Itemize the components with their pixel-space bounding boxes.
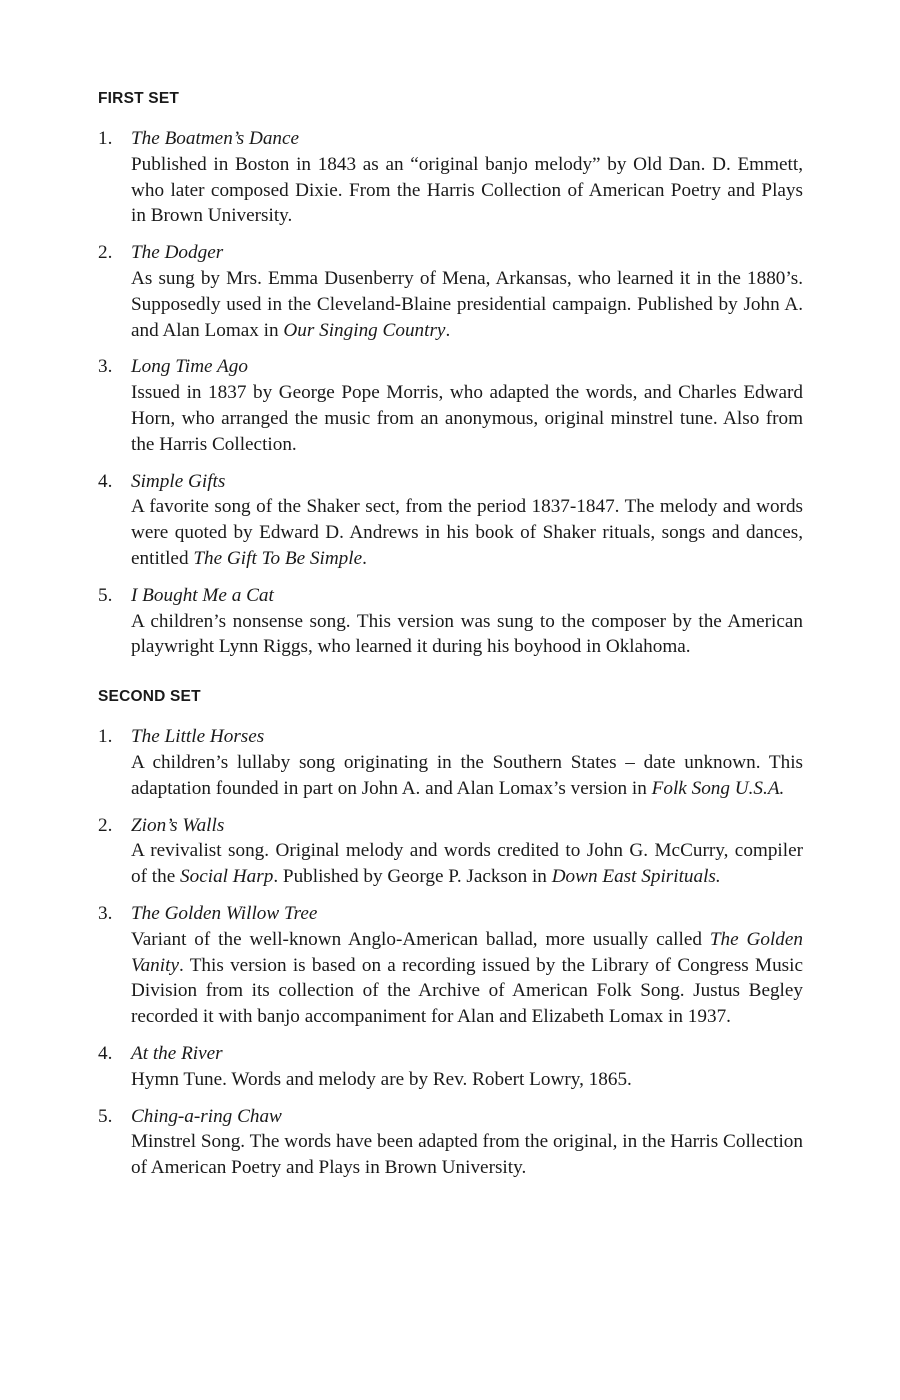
song-description: Minstrel Song. The words have been adapted from the original, in the Harris Collection of American Poetry and Plays in Brown University. bbox=[131, 1131, 803, 1179]
item-number: 5. bbox=[98, 584, 113, 606]
item-number: 1. bbox=[98, 726, 113, 748]
list-item bbox=[98, 583, 803, 660]
song-title: The Dodger bbox=[131, 242, 224, 264]
song-title: The Boatmen’s Dance bbox=[131, 128, 300, 149]
list-item bbox=[98, 1104, 803, 1181]
list-item bbox=[98, 240, 803, 343]
first-set-list bbox=[98, 126, 803, 660]
list-item bbox=[98, 813, 803, 890]
song-description: A children’s nonsense song. This version was sung to the composer by the American playwright Lynn Riggs, who learned it during his boyhood in Oklahoma. bbox=[131, 610, 803, 658]
item-number: 4. bbox=[98, 1042, 113, 1064]
list-item bbox=[98, 469, 803, 572]
list-item bbox=[98, 126, 803, 229]
song-title: Long Time Ago bbox=[131, 356, 248, 378]
item-number: 4. bbox=[98, 470, 113, 492]
song-description: A revivalist song. Original melody and words credited to John G. McCurry, compiler of the Social Harp. Published by George P. Jackson in Down East Spirituals. bbox=[131, 840, 803, 888]
list-item bbox=[98, 1041, 803, 1093]
song-description: A favorite song of the Shaker sect, from the period 1837-1847. The melody and words were quoted by Edward D. Andrews in his book of Shaker rituals, songs and dances, entitled The Gift To Be Simple. bbox=[131, 496, 803, 569]
song-title: The Little Horses bbox=[131, 726, 265, 748]
song-title: At the River bbox=[131, 1042, 223, 1064]
publication-title: The Gift To Be Simple bbox=[193, 547, 363, 569]
item-number: 3. bbox=[98, 356, 113, 378]
song-description: Issued in 1837 by George Pope Morris, who adapted the words, and Charles Edward Horn, who arranged the music from an anonymous, original minstrel tune. Also from the Harris Collection. bbox=[131, 382, 803, 455]
list-item bbox=[98, 901, 803, 1030]
song-notes-page bbox=[98, 90, 803, 1192]
publication-title: Our Singing Country bbox=[283, 319, 446, 341]
song-title: Simple Gifts bbox=[131, 470, 226, 492]
item-number: 3. bbox=[98, 902, 113, 924]
list-item bbox=[98, 724, 803, 801]
publication-title: Down East Spirituals. bbox=[551, 866, 721, 888]
list-item bbox=[98, 354, 803, 457]
song-description: Variant of the well-known Anglo-American ballad, more usually called The Golden Vanity. This version is based on a recording issued by the Library of Congress Music Division from its collection of the Archive of American Folk Song. Justus Begley recorded it with banjo accompaniment for Alan and Elizabeth Lomax in 1937. bbox=[131, 928, 803, 1028]
song-title: The Golden Willow Tree bbox=[131, 902, 318, 924]
second-set-heading: SECOND SET bbox=[98, 688, 201, 706]
second-set-list bbox=[98, 724, 803, 1181]
item-number: 2. bbox=[98, 814, 113, 836]
first-set-heading: FIRST SET bbox=[98, 90, 180, 107]
song-description: As sung by Mrs. Emma Dusenberry of Mena, Arkansas, who learned it in the 1880’s. Supposedly used in the Cleveland-Blaine presidential campaign. Published by John A. and Alan Lomax in Our Singing Country. bbox=[131, 267, 803, 341]
song-description: A children’s lullaby song originating in the Southern States – date unknown. This adaptation founded in part on John A. and Alan Lomax’s version in Folk Song U.S.A. bbox=[131, 751, 803, 799]
song-description: Published in Boston in 1843 as an “original banjo melody” by Old Dan. D. Emmett, who later composed Dixie. From the Harris Collection of American Poetry and Plays in Brown University. bbox=[131, 153, 803, 227]
song-title: Zion’s Walls bbox=[131, 814, 225, 836]
item-number: 1. bbox=[98, 128, 113, 149]
publication-title: Folk Song U.S.A. bbox=[651, 777, 785, 799]
song-title: Ching-a-ring Chaw bbox=[131, 1105, 282, 1127]
item-number: 5. bbox=[98, 1105, 113, 1127]
publication-title: The Golden Vanity bbox=[131, 928, 803, 976]
song-title: I Bought Me a Cat bbox=[131, 584, 274, 606]
item-number: 2. bbox=[98, 242, 113, 264]
song-description: Hymn Tune. Words and melody are by Rev. Robert Lowry, 1865. bbox=[131, 1068, 632, 1090]
publication-title: Social Harp bbox=[180, 866, 274, 888]
